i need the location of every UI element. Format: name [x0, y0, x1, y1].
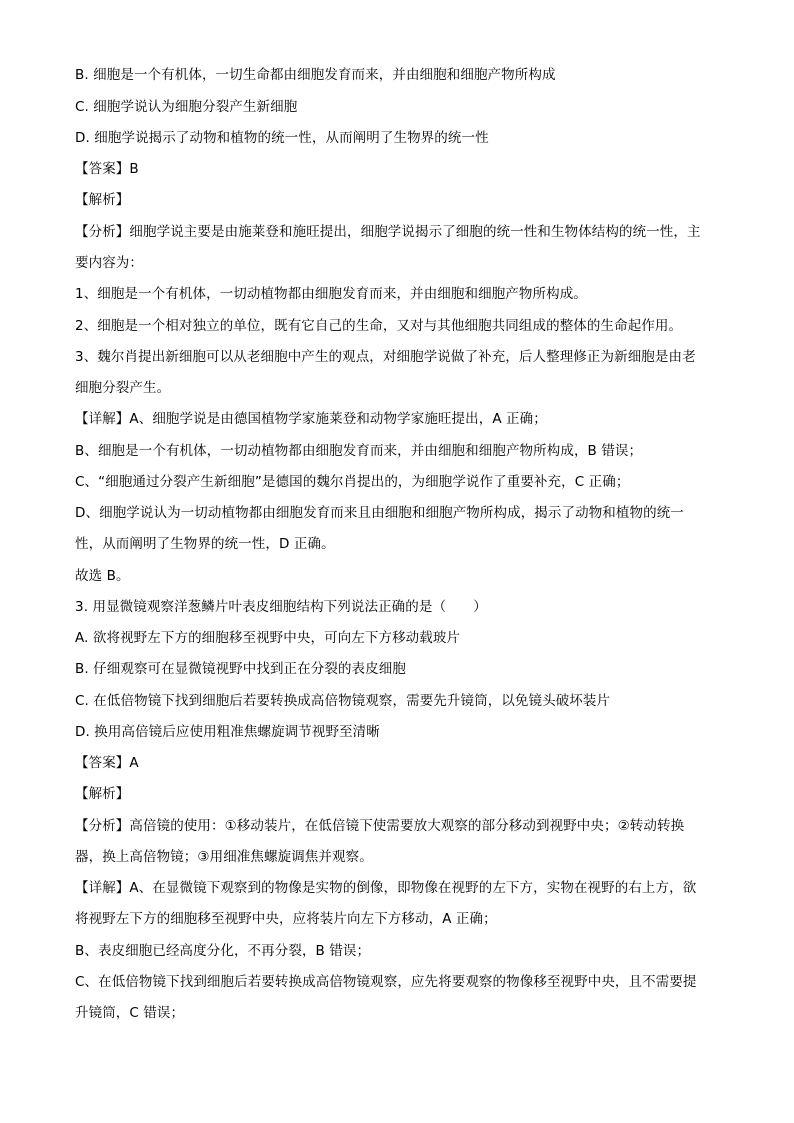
choice-conclusion: 故选 B。	[75, 568, 130, 584]
q3-option-c: C. 在低倍物镜下找到细胞后若要转换成高倍物镜观察，需要先升镜筒，以免镜头破坏装片	[75, 693, 611, 709]
q3-option-d: D. 换用高倍镜后应使用粗准焦螺旋调节视野至清晰	[75, 724, 380, 740]
q3-detail-a-cont: 将视野左下方的细胞移至视野中央，应将装片向左下方移动，A 正确；	[75, 911, 497, 927]
q3-analysis-text: 【分析】高倍镜的使用：①移动装片，在低倍镜下使需要放大观察的部分移动到视野中央；②转动转换	[75, 818, 685, 834]
q3-answer-label: 【答案】A	[75, 755, 139, 771]
option-c-line: C. 细胞学说认为细胞分裂产生新细胞	[75, 99, 298, 115]
point-1: 1、细胞是一个有机体，一切动植物都由细胞发育而来，并由细胞和细胞产物所构成。	[75, 286, 587, 302]
point-3: 3、魏尔肖提出新细胞可以从老细胞中产生的观点，对细胞学说做了补充，后人整理修正为新细胞是由老	[75, 349, 696, 365]
detail-b: B、细胞是一个有机体，一切动植物都由细胞发育而来，并由细胞和细胞产物所构成，B 错误；	[75, 443, 643, 459]
analysis-text-cont: 要内容为：	[75, 255, 143, 271]
q3-explanation-heading: 【解析】	[75, 786, 130, 802]
point-3-cont: 细胞分裂产生。	[75, 380, 171, 396]
q3-detail-b: B、表皮细胞已经高度分化，不再分裂，B 错误；	[75, 943, 371, 959]
detail-d: D、细胞学说认为一切动植物都由细胞发育而来且由细胞和细胞产物所构成，揭示了动物和植物的统一	[75, 505, 684, 521]
point-2: 2、细胞是一个相对独立的单位，既有它自己的生命，又对与其他细胞共同组成的整体的生命起作用。	[75, 318, 683, 334]
q3-analysis-text-cont: 器，换上高倍物镜；③用细准焦螺旋调焦并观察。	[75, 849, 373, 865]
q3-detail-c: C、在低倍物镜下找到细胞后若要转换成高倍物镜观察，应先将要观察的物像移至视野中央，且不需要提	[75, 974, 697, 990]
option-d-line: D. 细胞学说揭示了动物和植物的统一性，从而阐明了生物界的统一性	[75, 130, 489, 146]
question-3-stem: 3. 用显微镜观察洋葱鳞片叶表皮细胞结构下列说法正确的是（ ）	[75, 599, 487, 615]
q3-option-a: A. 欲将视野左下方的细胞移至视野中央，可向左下方移动载玻片	[75, 630, 461, 646]
detail-d-cont: 性，从而阐明了生物界的统一性，D 正确。	[75, 536, 335, 552]
q3-option-b: B. 仔细观察可在显微镜视野中找到正在分裂的表皮细胞	[75, 661, 406, 677]
analysis-text: 【分析】细胞学说主要是由施莱登和施旺提出，细胞学说揭示了细胞的统一性和生物体结构的统一性，主	[75, 224, 701, 240]
answer-label: 【答案】B	[75, 161, 139, 177]
option-b-line: B. 细胞是一个有机体，一切生命都由细胞发育而来，并由细胞和细胞产物所构成	[75, 67, 556, 83]
detail-a: 【详解】A、细胞学说是由德国植物学家施莱登和动物学家施旺提出，A 正确；	[75, 411, 547, 427]
detail-c: C、“细胞通过分裂产生新细胞”是德国的魏尔肖提出的，为细胞学说作了重要补充，C 正确；	[75, 474, 630, 490]
explanation-heading: 【解析】	[75, 192, 130, 208]
q3-detail-c-cont: 升镜筒，C 错误；	[75, 1005, 185, 1021]
q3-detail-a: 【详解】A、在显微镜下观察到的物像是实物的倒像，即物像在视野的左下方，实物在视野的右上方，欲	[75, 880, 697, 896]
